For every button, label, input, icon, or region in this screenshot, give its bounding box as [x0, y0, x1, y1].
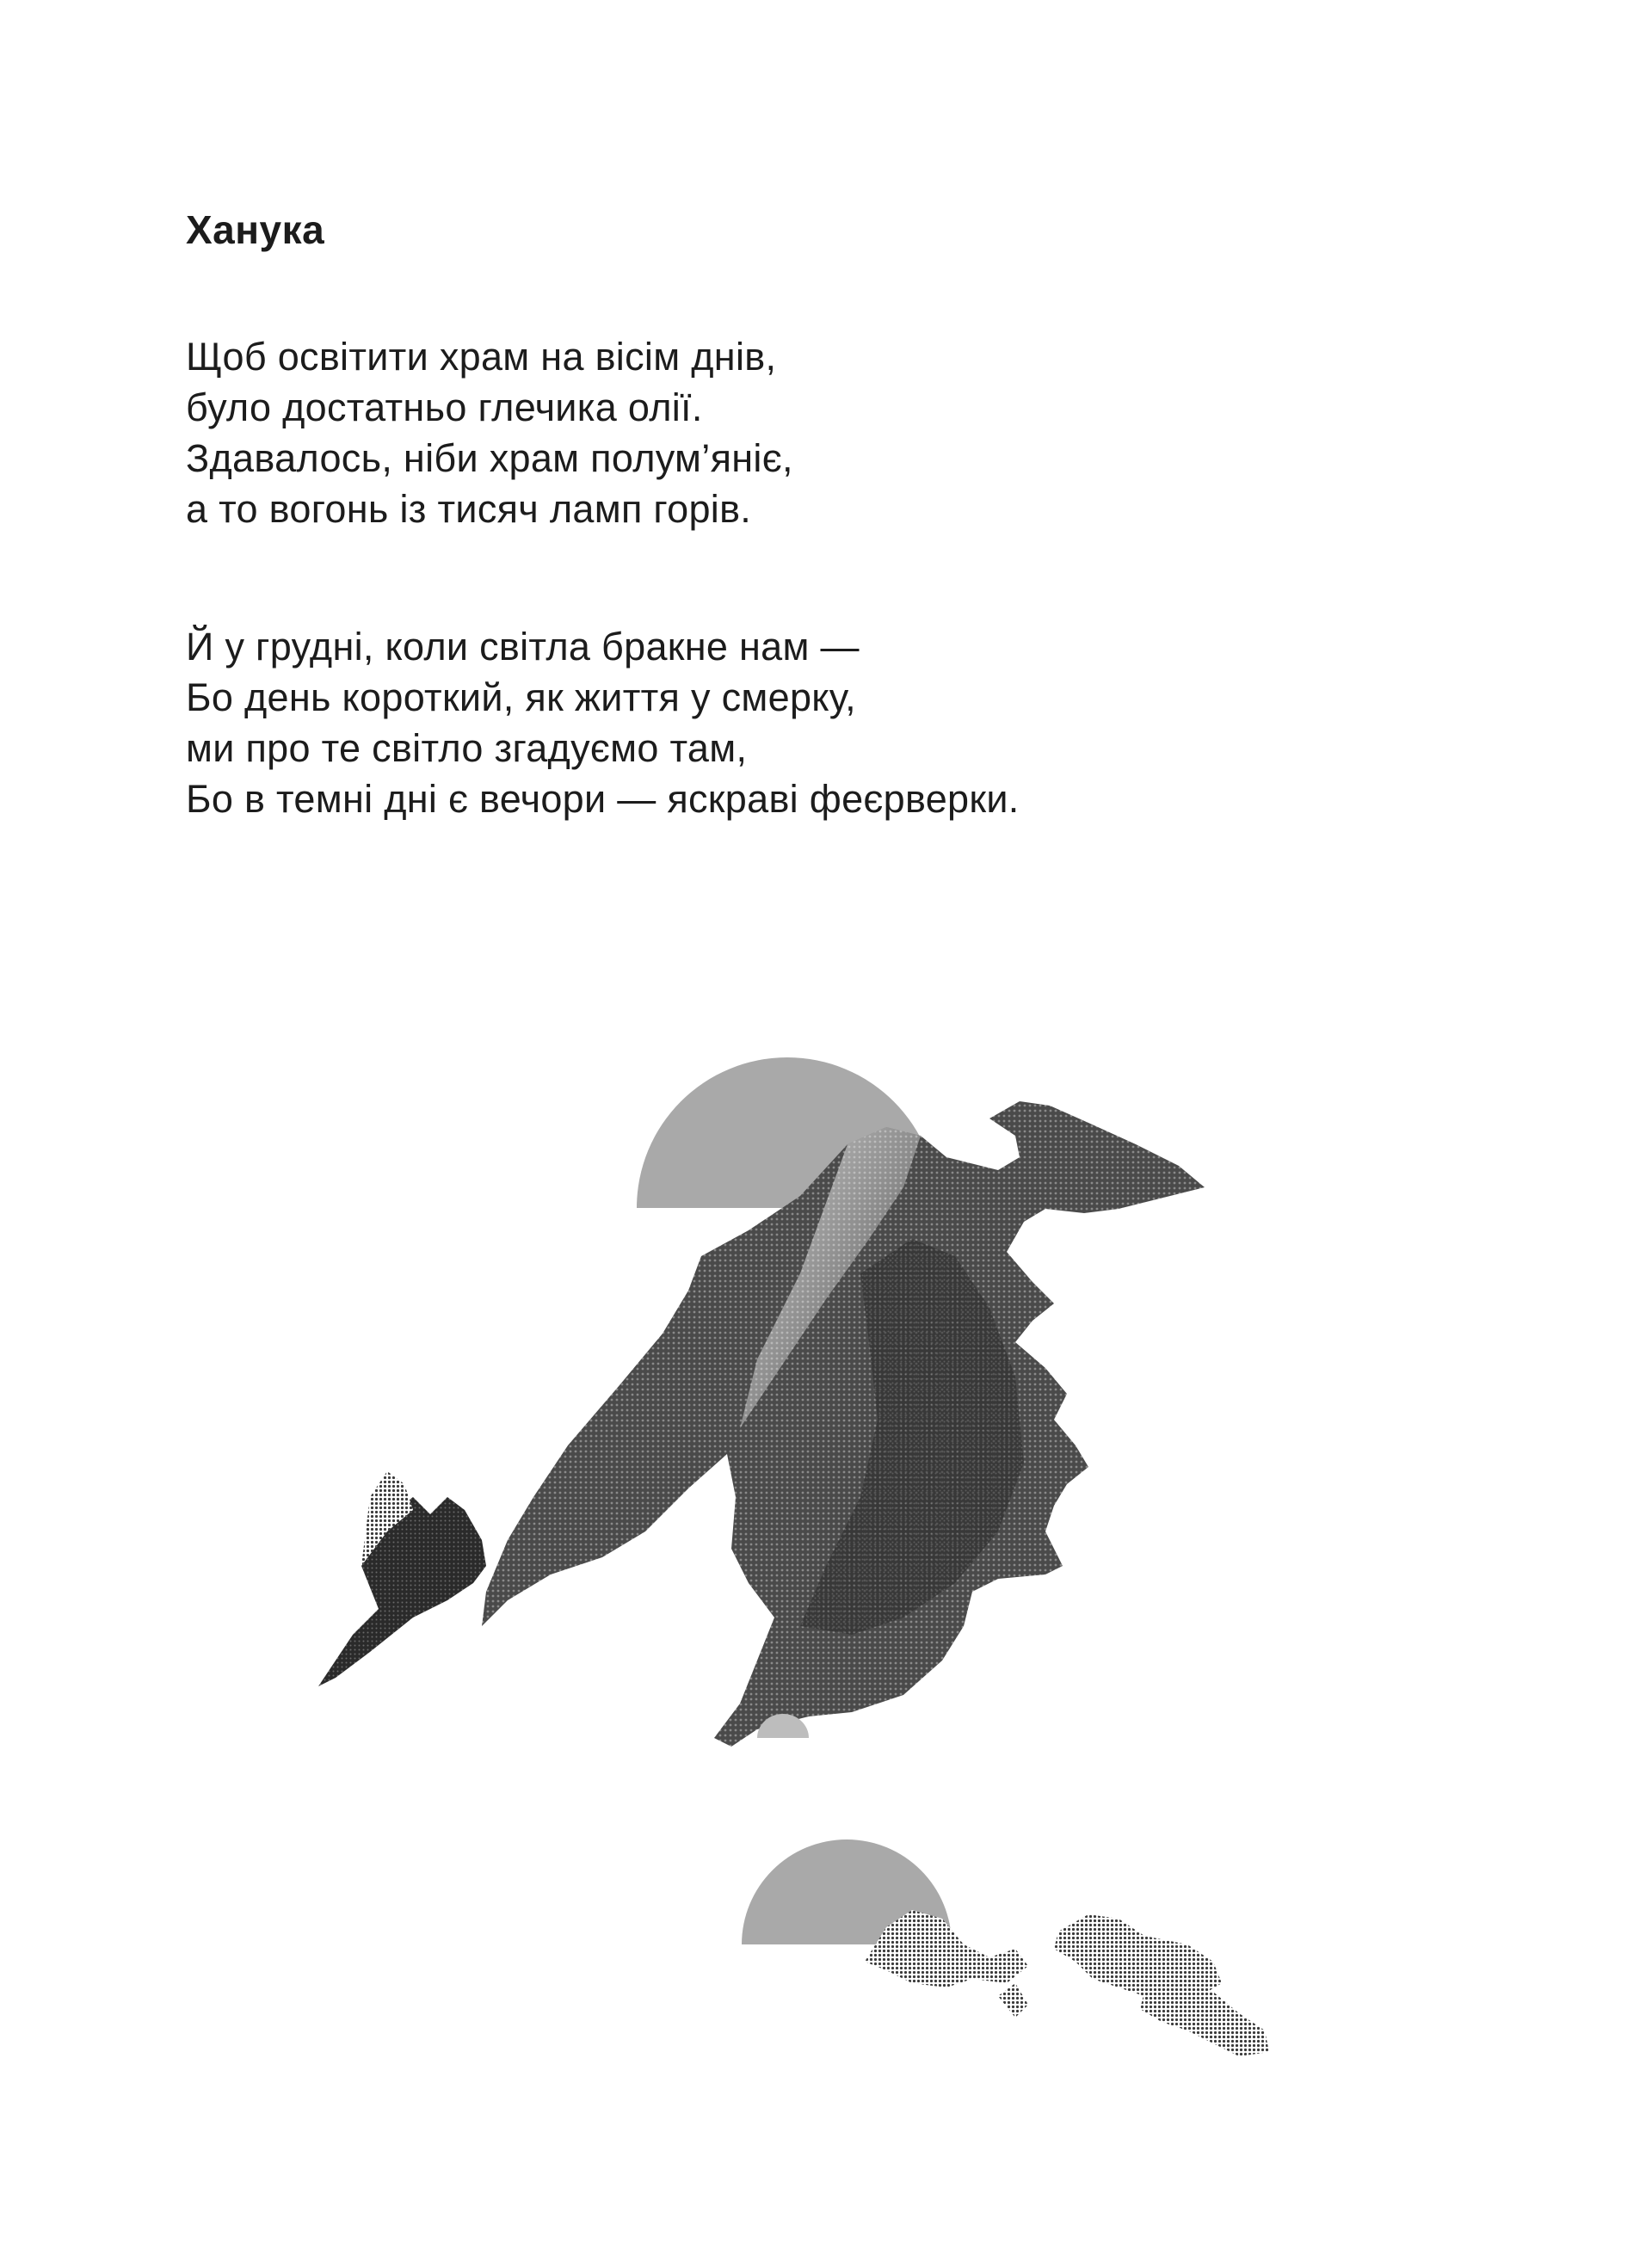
verse-line: ми про те світло згадуємо там, [186, 726, 748, 770]
stanza-1 [186, 331, 793, 534]
left-small-rock-shape [318, 1471, 486, 1686]
mountain-collage-icon [0, 1015, 1652, 2151]
lower-rock-fragments-shape [865, 1910, 1269, 2056]
verse-line: а то вогонь із тисяч ламп горів. [186, 487, 752, 531]
poem-title: Ханука [186, 207, 325, 252]
mountain-collage-illustration [0, 1015, 1652, 2151]
verse-line: Бо в темні дні є вечори — яскраві феєрверки. [186, 777, 1020, 821]
verse-line: Й у грудні, коли світла бракне нам — [186, 625, 860, 669]
stanza-2 [186, 621, 1020, 824]
verse-line: Бо день короткий, як життя у смерку, [186, 675, 856, 719]
verse-line: Щоб освітити храм на вісім днів, [186, 335, 777, 379]
main-rock-shape [482, 1101, 1205, 1747]
verse-line: було достатньо глечика олії. [186, 385, 703, 429]
verse-line: Здавалось, ніби храм полум’яніє, [186, 436, 793, 480]
